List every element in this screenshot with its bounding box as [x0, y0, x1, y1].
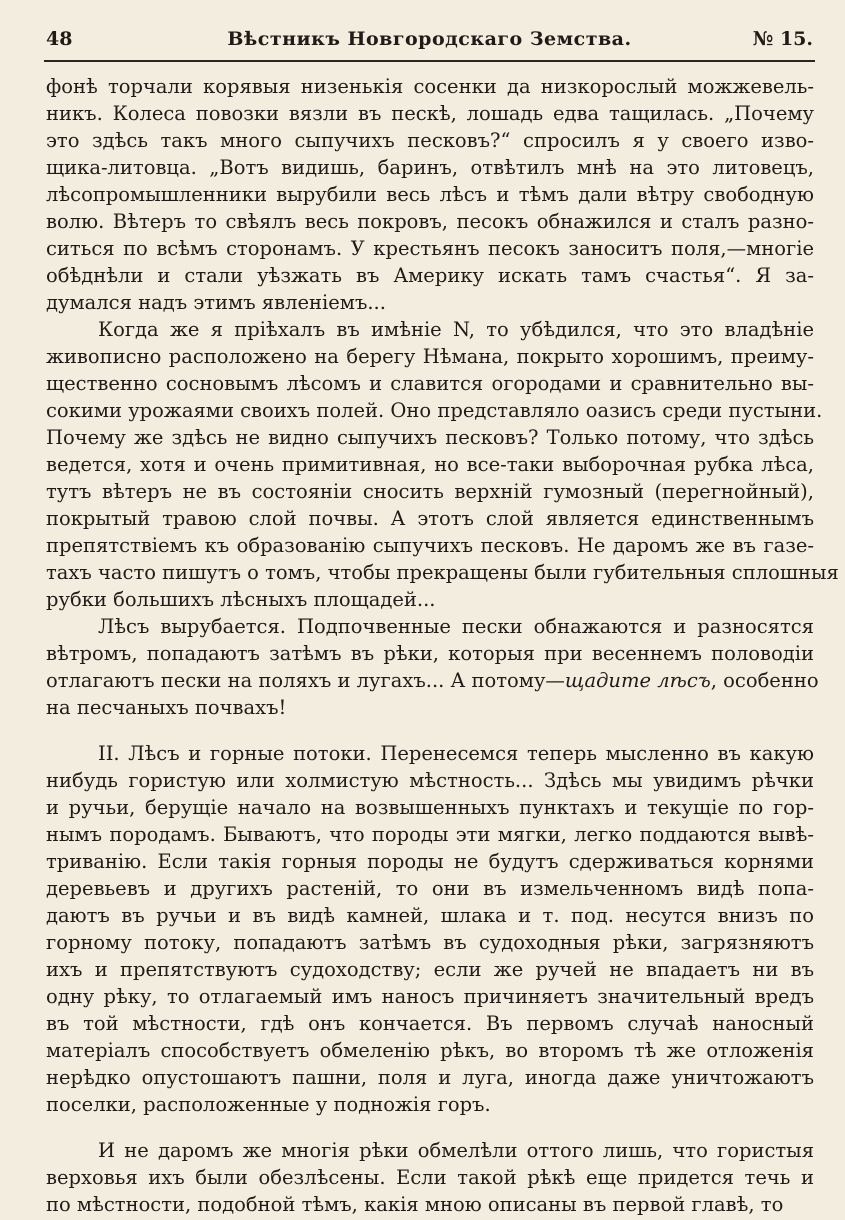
text-line: волю. Вѣтеръ то свѣялъ весь покровъ, песокъ обнажился и сталъ разно-: [46, 210, 814, 233]
text-line: И не даромъ же многія рѣки обмелѣли оттого лишь, что гористыя: [98, 1139, 814, 1162]
text-line: деревьевъ и другихъ растеній, то они въ измельченномъ видѣ попа-: [46, 877, 814, 900]
text-line: матеріалъ способствуетъ обмеленію рѣкъ, во второмъ тѣ же отложенія: [46, 1039, 814, 1062]
text-line: и ручьи, берущіе начало на возвышенныхъ пунктахъ и текущіе по гор-: [46, 796, 814, 819]
paragraph: [46, 740, 814, 1118]
text-line: покрытый травою слой почвы. А этотъ слой является единственнымъ: [46, 507, 814, 530]
text-line: Когда же я пріѣхалъ въ имѣніе N, то убѣдился, что это владѣніе: [98, 318, 814, 341]
text-line: фонѣ торчали корявыя низенькія сосенки да низкорослый можжевель-: [46, 75, 814, 98]
text-line: верховья ихъ были обезлѣсены. Если такой рѣкѣ еще придется течь и: [46, 1166, 814, 1189]
issue-number: № 15.: [752, 28, 813, 50]
text-line: нерѣдко опустошаютъ пашни, поля и луга, иногда даже уничтожаютъ: [46, 1066, 814, 1089]
paragraph-gap: [46, 721, 814, 740]
text-line: Лѣсъ вырубается. Подпочвенные пески обнажаются и разносятся: [98, 615, 814, 638]
text-line: триванію. Если такія горныя породы не будутъ сдерживаться корнями: [46, 850, 814, 873]
paragraph: [46, 1137, 814, 1218]
text-line: тутъ вѣтеръ не въ состояніи сносить верхній гумозный (перегнойный),: [46, 480, 814, 503]
text-line: сокими урожаями своихъ полей. Оно представляло оазисъ среди пустыни.: [46, 399, 823, 422]
text-line: въ той мѣстности, гдѣ онъ кончается. Въ первомъ случаѣ наносный: [46, 1012, 814, 1035]
paragraph-gap: [46, 1118, 814, 1137]
text-line: ведется, хотя и очень примитивная, но все-таки выборочная рубка лѣса,: [46, 453, 814, 476]
journal-title: Вѣстникъ Новгородскаго Земства.: [227, 28, 632, 50]
paragraph: [46, 316, 839, 613]
text-line: горному потоку, попадаютъ затѣмъ въ судоходныя рѣки, загрязняютъ: [46, 931, 814, 954]
text-line: II. Лѣсъ и горные потоки. Перенесемся теперь мысленно въ какую: [98, 742, 814, 765]
text-line: поселки, расположенные у подножія горъ.: [46, 1093, 491, 1116]
text-line: тахъ часто пишутъ о томъ, чтобы прекращены были губительныя сплошныя: [46, 561, 839, 584]
text-line: щественно сосновымъ лѣсомъ и славится огородами и сравнительно вы-: [46, 372, 814, 395]
header-rule: [44, 60, 815, 62]
text-line: живописно расположено на берегу Нѣмана, покрыто хорошимъ, преиму-: [46, 345, 814, 368]
paragraph: [46, 613, 819, 721]
text-line: нибудь гористую или холмистую мѣстность... Здѣсь мы увидимъ рѣчки: [46, 769, 814, 792]
text-line: думался надъ этимъ явленіемъ...: [46, 291, 386, 314]
text-line: Почему же здѣсь не видно сыпучихъ песковъ? Только потому, что здѣсь: [46, 426, 814, 449]
text-line: обѣднѣли и стали уѣзжать въ Америку искать тамъ счастья“. Я за-: [46, 264, 814, 287]
text-line: рубки большихъ лѣсныхъ площадей...: [46, 588, 436, 611]
text-line: щика-литовца. „Вотъ видишь, баринъ, отвѣтилъ мнѣ на это литовецъ,: [46, 156, 814, 179]
article-body: [46, 73, 839, 1218]
text-line: вѣтромъ, попадаютъ затѣмъ въ рѣки, которыя при весеннемъ половодіи: [46, 642, 814, 665]
text-line: препятствіемъ къ образованію сыпучихъ песковъ. Не даромъ же въ газе-: [46, 534, 814, 557]
text-line: даютъ въ ручьи и въ видѣ камней, шлака и т. под. несутся внизъ по: [46, 904, 814, 927]
paragraph: [46, 73, 814, 316]
text-line: по мѣстности, подобной тѣмъ, какія мною описаны въ первой главѣ, то: [46, 1193, 784, 1216]
text-line: лѣсопромышленники вырубили весь лѣсъ и тѣмъ дали вѣтру свободную: [46, 183, 814, 206]
text-line: ситься по всѣмъ сторонамъ. У крестьянъ песокъ заноситъ поля,—многіе: [46, 237, 814, 260]
running-header: [46, 22, 813, 52]
text-line: на песчаныхъ почвахъ!: [46, 696, 287, 719]
page-number: 48: [46, 28, 73, 50]
text-line: ихъ и препятствуютъ судоходству; если же ручей не впадаетъ ни въ: [46, 958, 814, 981]
text-line: отлагаютъ пески на поляхъ и лугахъ... А потому—щадите лѣсъ, особенно: [46, 669, 819, 692]
text-line: нымъ породамъ. Бываютъ, что породы эти мягки, легко поддаются вывѣ-: [46, 823, 814, 846]
text-line: это здѣсь такъ много сыпучихъ песковъ?“ спросилъ я у своего изво-: [46, 129, 814, 152]
text-line: одну рѣку, то отлагаемый имъ наносъ причиняетъ значительный вредъ: [46, 985, 814, 1008]
text-line: никъ. Колеса повозки вязли въ пескѣ, лошадь едва тащилась. „Почему: [46, 102, 814, 125]
